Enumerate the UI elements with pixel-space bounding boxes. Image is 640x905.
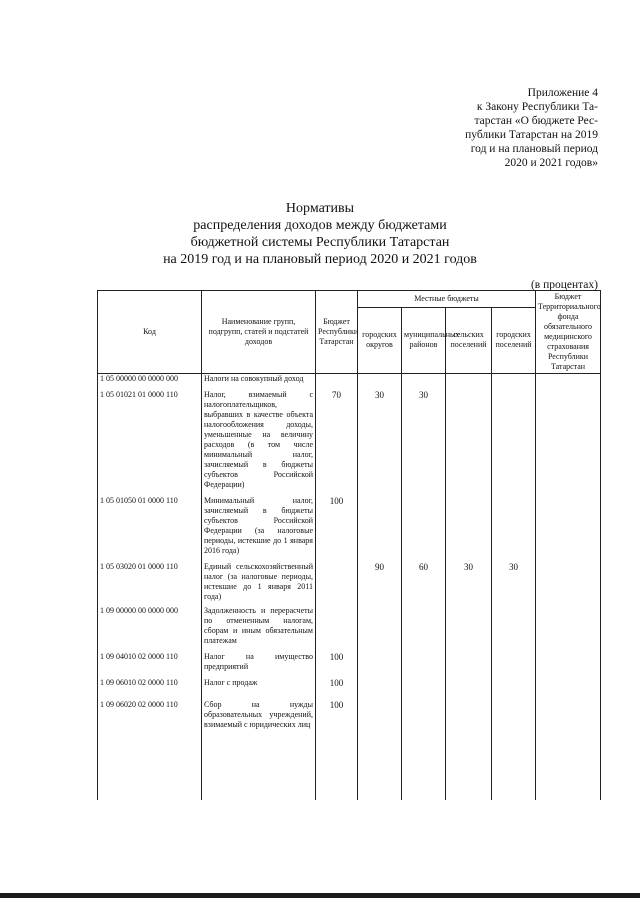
- row-code: 1 09 00000 00 0000 000: [98, 602, 202, 646]
- row-code: 1 09 06020 02 0000 110: [98, 688, 202, 800]
- row-code: 1 09 06010 02 0000 110: [98, 672, 202, 688]
- header-local-budgets: Местные бюджеты: [358, 291, 536, 308]
- row-fund-value: [536, 374, 601, 385]
- table-row: [98, 602, 601, 646]
- row-republic-value: 100: [316, 688, 358, 800]
- row-republic-value: [316, 602, 358, 646]
- header-code: Код: [98, 291, 202, 374]
- header-name: Наименование групп, подгрупп, статей и подстатей доходов: [202, 291, 316, 374]
- row-urban-value: [492, 374, 536, 385]
- row-republic-value: [316, 556, 358, 602]
- row-name: Единый сельскохозяйственный налог (за налоговые периоды, истекшие до 1 января 2011 года): [202, 556, 316, 602]
- row-rural-value: 30: [446, 556, 492, 602]
- row-rural-value: [446, 688, 492, 800]
- row-code: 1 09 04010 02 0000 110: [98, 646, 202, 672]
- row-rural-value: [446, 672, 492, 688]
- row-republic-value: 100: [316, 490, 358, 556]
- appendix-line: к Закону Республики Та-: [476, 101, 598, 113]
- row-city-value: 30: [358, 384, 402, 490]
- row-code: 1 05 01050 01 0000 110: [98, 490, 202, 556]
- row-fund-value: [536, 646, 601, 672]
- table-row: [98, 688, 601, 800]
- row-name: Налог с продаж: [202, 672, 316, 688]
- row-urban-value: 30: [492, 556, 536, 602]
- row-municipal-value: [402, 490, 446, 556]
- row-name: Минимальный налог, зачисляемый в бюджеты субъектов Российской Федерации (за налоговые периоды, истекшие до 1 января 2016 года): [202, 490, 316, 556]
- row-municipal-value: 60: [402, 556, 446, 602]
- row-fund-value: [536, 602, 601, 646]
- appendix-line: 2020 и 2021 годов»: [504, 157, 598, 169]
- row-name: Сбор на нужды образовательных учреждений, взимаемый с юридических лиц: [202, 688, 316, 800]
- row-urban-value: [492, 646, 536, 672]
- row-fund-value: [536, 672, 601, 688]
- row-rural-value: [446, 374, 492, 385]
- row-city-value: 90: [358, 556, 402, 602]
- units-note: (в процентах): [530, 279, 598, 291]
- row-republic-value: [316, 374, 358, 385]
- row-rural-value: [446, 384, 492, 490]
- row-urban-value: [492, 688, 536, 800]
- row-republic-value: 70: [316, 384, 358, 490]
- page-bottom-rule: [0, 893, 640, 898]
- table-row: [98, 646, 601, 672]
- row-code: 1 05 00000 00 0000 000: [98, 374, 202, 385]
- row-urban-value: [492, 672, 536, 688]
- table-row: [98, 672, 601, 688]
- row-urban-value: [492, 602, 536, 646]
- row-city-value: [358, 688, 402, 800]
- row-fund-value: [536, 688, 601, 800]
- row-name: Налог на имущество предприятий: [202, 646, 316, 672]
- row-city-value: [358, 374, 402, 385]
- header-rural-settlements: сельских поселений: [446, 307, 492, 373]
- header-city-districts: городских округов: [358, 307, 402, 373]
- header-health-fund: Бюджет Территориального фонда обязательного медицинского страхования Республики Татарстан: [536, 291, 601, 374]
- row-rural-value: [446, 490, 492, 556]
- row-municipal-value: [402, 688, 446, 800]
- appendix-line: тарстан «О бюджете Рес-: [474, 115, 598, 127]
- row-rural-value: [446, 646, 492, 672]
- table-row: [98, 556, 601, 602]
- row-municipal-value: [402, 646, 446, 672]
- row-urban-value: [492, 490, 536, 556]
- row-name: Задолженность и перерасчеты по отмененным налогам, сборам и иным обязательным платежам: [202, 602, 316, 646]
- row-fund-value: [536, 384, 601, 490]
- header-republic-budget: Бюджет Республики Татарстан: [316, 291, 358, 374]
- table-row: [98, 374, 601, 385]
- row-fund-value: [536, 556, 601, 602]
- header-urban-settlements: городских поселений: [492, 307, 536, 373]
- appendix-line: публики Татарстан на 2019: [465, 129, 598, 141]
- appendix-line: год и на плановый период: [470, 143, 598, 155]
- distribution-table: [97, 290, 601, 800]
- row-name: Налог, взимаемый с налогоплательщиков, выбравших в качестве объекта налогообложения доходы, уменьшенные на величину расходов (в том числе минимальный налог, зачисляемый в бюджеты субъектов Российской Федерации): [202, 384, 316, 490]
- row-city-value: [358, 646, 402, 672]
- row-republic-value: 100: [316, 672, 358, 688]
- row-municipal-value: 30: [402, 384, 446, 490]
- row-name: Налоги на совокупный доход: [202, 374, 316, 385]
- header-municipal-districts: муниципальных районов: [402, 307, 446, 373]
- row-urban-value: [492, 384, 536, 490]
- row-city-value: [358, 672, 402, 688]
- row-code: 1 05 01021 01 0000 110: [98, 384, 202, 490]
- row-municipal-value: [402, 672, 446, 688]
- title-line: бюджетной системы Республики Татарстан: [190, 235, 450, 250]
- row-city-value: [358, 602, 402, 646]
- title-line: распределения доходов между бюджетами: [193, 218, 447, 233]
- row-code: 1 05 03020 01 0000 110: [98, 556, 202, 602]
- row-fund-value: [536, 490, 601, 556]
- row-municipal-value: [402, 374, 446, 385]
- title-line: на 2019 год и на плановый период 2020 и 2021 годов: [163, 252, 477, 267]
- appendix-caption: [465, 86, 598, 170]
- title-line: Нормативы: [285, 201, 355, 216]
- table-row: [98, 384, 601, 490]
- appendix-line: Приложение 4: [527, 87, 598, 99]
- row-republic-value: 100: [316, 646, 358, 672]
- document-title: [0, 200, 640, 268]
- row-city-value: [358, 490, 402, 556]
- table-row: [98, 490, 601, 556]
- row-municipal-value: [402, 602, 446, 646]
- row-rural-value: [446, 602, 492, 646]
